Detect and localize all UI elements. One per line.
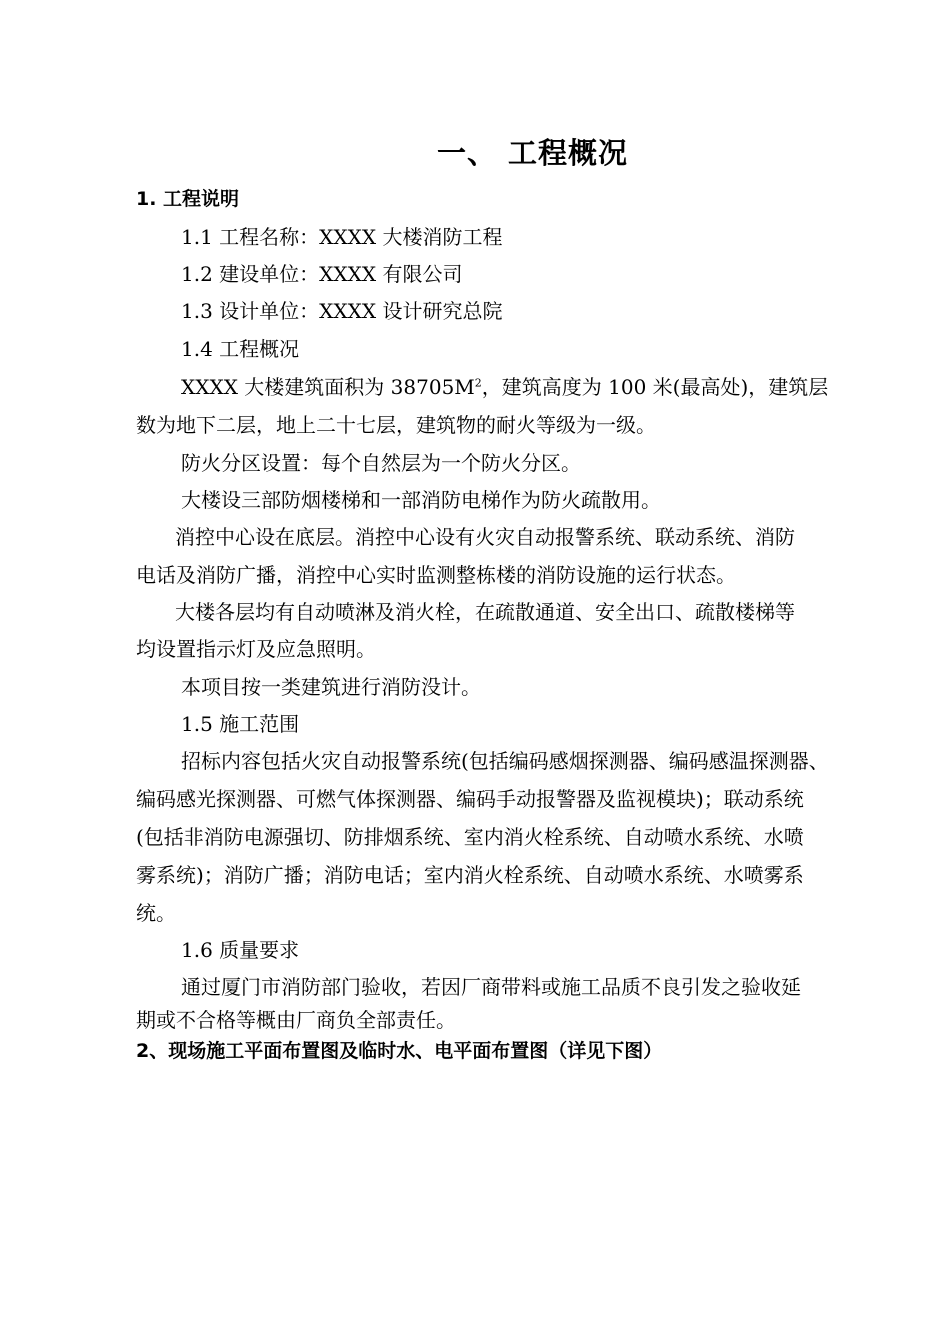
scope-line-2: 编码感光探测器、可燃气体探测器、编码手动报警器及监视模块)；联动系统	[136, 787, 804, 811]
item-quality-requirement-heading: 1.6 质量要求	[181, 938, 300, 962]
page-title: 一、 工程概况	[436, 136, 629, 170]
superscript-two: 2	[474, 376, 482, 390]
item-project-name: 1.1 工程名称：XXXX 大楼消防工程	[181, 225, 503, 249]
item-construction-scope-heading: 1.5 施工范围	[181, 712, 300, 736]
item-project-overview-heading: 1.4 工程概况	[181, 337, 300, 361]
overview-height-text: ，建筑高度为 100 米(最高处)，建筑层	[481, 375, 829, 399]
overview-paragraph-6: 本项目按一类建筑进行消防没计。	[181, 675, 481, 699]
section-heading-project-description: 1. 工程说明	[136, 188, 240, 210]
overview-paragraph-1-line-2: 数为地下二层，地上二十七层，建筑物的耐火等级为一级。	[136, 413, 656, 437]
scope-line-3: (包括非消防电源强切、防排烟系统、室内消火栓系统、自动喷水系统、水喷	[136, 825, 804, 849]
overview-paragraph-3: 大楼设三部防烟楼梯和一部消防电梯作为防火疏散用。	[181, 488, 661, 512]
overview-paragraph-1-line-1	[181, 373, 828, 401]
item-design-unit: 1.3 设计单位：XXXX 设计研究总院	[181, 299, 503, 323]
overview-paragraph-4-line-1: 消控中心设在底层。消控中心设有火灾自动报警系统、联动系统、消防	[175, 525, 795, 549]
overview-area-text: XXXX 大楼建筑面积为 38705M	[181, 375, 475, 399]
scope-line-4: 雾系统)；消防广播；消防电话；室内消火栓系统、自动喷水系统、水喷雾系	[136, 863, 804, 887]
overview-paragraph-5-line-1: 大楼各层均有自动喷淋及消火栓，在疏散通道、安全出口、疏散楼梯等	[175, 600, 795, 624]
scope-line-5: 统。	[136, 901, 176, 925]
item-construction-unit: 1.2 建设单位：XXXX 有限公司	[181, 262, 463, 286]
quality-line-2: 期或不合格等概由厂商负全部责任。	[136, 1008, 456, 1032]
section-heading-site-layout: 2、现场施工平面布置图及临时水、电平面布置图（详见下图）	[136, 1040, 663, 1062]
overview-paragraph-5-line-2: 均设置指示灯及应急照明。	[136, 637, 376, 661]
scope-line-1: 招标内容包括火灾自动报警系统(包括编码感烟探测器、编码感温探测器、	[181, 749, 829, 773]
overview-paragraph-2: 防火分区设置：每个自然层为一个防火分区。	[181, 451, 581, 475]
quality-line-1: 通过厦门市消防部门验收，若因厂商带料或施工品质不良引发之验收延	[181, 975, 801, 999]
overview-paragraph-4-line-2: 电话及消防广播，消控中心实时监测整栋楼的消防设施的运行状态。	[136, 563, 736, 587]
